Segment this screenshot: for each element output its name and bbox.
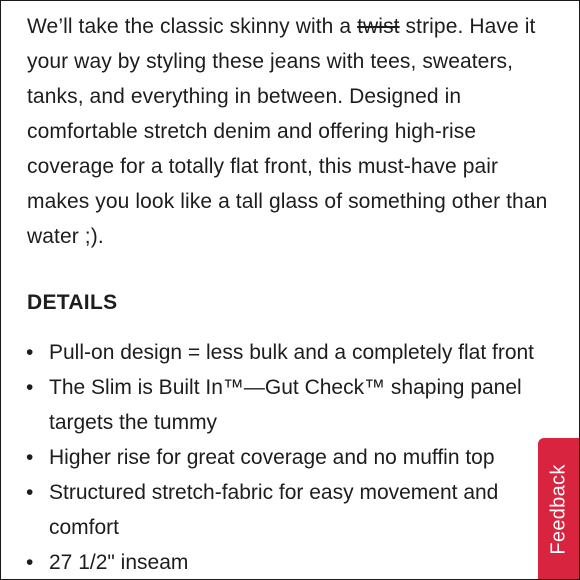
details-list-item [25, 475, 537, 545]
details-list-item [25, 335, 537, 370]
bullet-icon: • [26, 481, 34, 504]
feedback-button[interactable] [538, 438, 580, 580]
bullet-icon: • [26, 551, 34, 574]
details-item-text: Higher rise for great coverage and no muffin top [49, 446, 495, 469]
description-struck-word: twist [357, 15, 400, 38]
product-description [27, 9, 557, 254]
details-item-text: Structured stretch-fabric for easy movement and comfort [49, 481, 499, 539]
bullet-icon: • [26, 446, 34, 469]
bullet-icon: • [26, 376, 34, 399]
details-list [25, 335, 537, 580]
details-list-item [25, 440, 537, 475]
details-heading: DETAILS [27, 291, 118, 314]
details-list-item [25, 545, 537, 580]
description-rest: stripe. Have it your way by styling these jeans with tees, sweaters, tanks, and everything in between. Designed in comfortable stretch denim and offering high-rise coverage for a totally flat front, this must-have pair makes you look like a tall glass of something other than water ;). [27, 15, 548, 248]
details-item-text: 27 1/2" inseam [49, 551, 189, 574]
details-item-text: The Slim is Built In™—Gut Check™ shaping panel targets the tummy [49, 376, 522, 434]
details-item-text: Pull-on design = less bulk and a completely flat front [49, 341, 535, 364]
details-list-item [25, 370, 537, 440]
feedback-label: Feedback [548, 464, 571, 555]
description-lead: We’ll take the classic skinny with a [27, 15, 358, 38]
bullet-icon: • [26, 341, 34, 364]
